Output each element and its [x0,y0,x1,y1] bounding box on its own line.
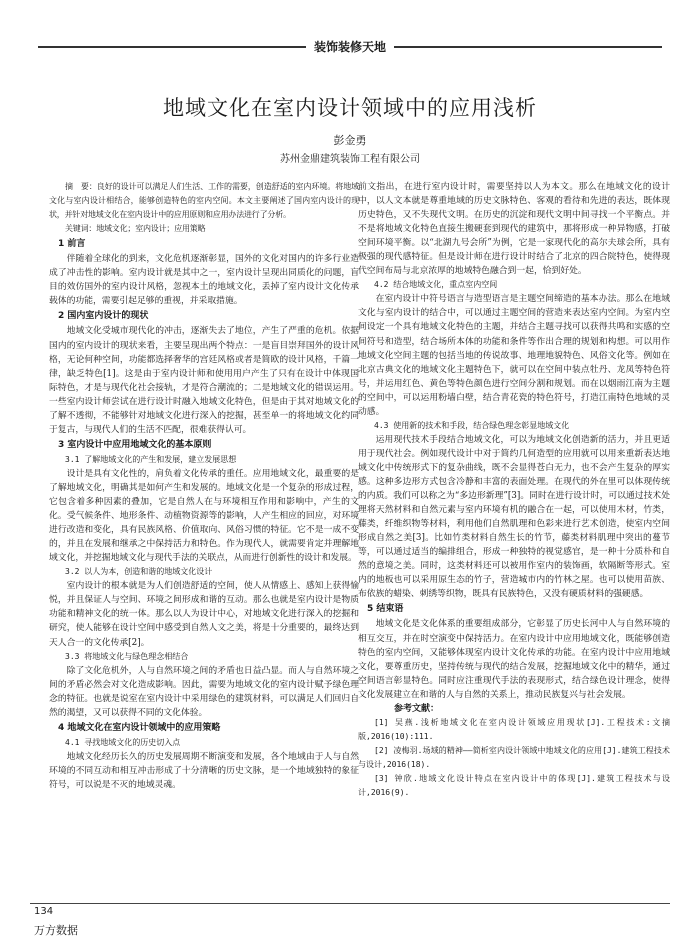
reference-item: [1] 吴燕.浅析地域文化在室内设计领域应用现状[J].工程技术:文摘版,2016(10):111. [358,717,670,741]
keywords: 关键词：地域文化；室内设计；应用策略 [65,224,206,234]
subheading-4-2: 4.2 结合地域文化，重点室内空间 [374,280,498,290]
para-status: 地域文化受城市现代化的冲击，逐渐失去了地位，产生了严重的危机。依据国内的室内设计的现状来看，主要呈现出两个特点：一是盲目崇拜国外的设计风格，无论何种空间，功能都选择奢华的宫廷风格或者是简欧的设计风格，千篇一律，缺乏特色[1]。这是由于室内设计师和使用用户产生了只有在设计中体现国际特色，才是与现代化社会接轨，才是符合潮流的；二是地域文化的错误运用。一些室内设计师尝试在进行设计时融入地域文化特色，但是由于其对地域文化的了解不透彻，不能够针对地域文化进行深入的挖掘，甚至单一的将地域文化约同于复古，与现代人们的生活不匹配，很难获得认可。 [49,326,359,435]
section-label: 装饰装修天地 [306,40,394,54]
subheading-4-1: 4.1 寻找地域文化的历史切入点 [65,737,181,747]
para-4-2: 在室内设计中符号语言与造型语言是主题空间缔造的基本办法。那么在地域文化与室内设计的结合中，可以通过主题空间的营造来表达室内空间。为室内空间设定一个具有地域文化特色的主题，并结合主题寻找可以获得共鸣和实感的空间符号和造型，结合场所本体的功能和条件等作出合理的规划和构想。可以用作地域文化空间主题的包括当地的传说故事、地理地貌特色、风俗文化等。例如在北京古典文化的地域文化主题特色下，就可以在空间中装点牡丹、龙凤等特色符号，并运用红色、黄色等特色颜色进行空间分割和规划。而在以烟雨江南为主题的空间中，可以运用粉墙白壁，结合青花瓷的特色符号，打造江南特色地域的灵动感。 [358,294,670,417]
subheading-4-3: 4.3 使用新的技术和手段，结合绿色理念彰显地域文化 [374,420,570,430]
para-3-2: 室内设计的根本就是为人们创造舒适的空间，使人从情感上、感知上获得愉悦，并且保证人与空间、环境之间形成和谐的互动。那么也就是室内设计是物质功能和精神文化的统一体。那么以人为设计中心，对地域文化进行深入的挖掘和研究，使人能够在设计空间中感受到自然人文之美，将是十分重要的，最终达到天人合一的文化传承[2]。 [49,581,359,648]
left-column [49,180,359,792]
footer-rule [30,903,670,904]
references-title: 参考文献： [394,703,440,714]
subheading-3-2: 3.2 以人为本，创造和谐的地域文化设计 [65,567,213,577]
subheading-3-3: 3.3 将地域文化与绿色理念相结合 [65,651,189,661]
section-header [0,38,700,55]
para-4-1-cont: 前文指出，在进行室内设计时，需要坚持以人为本文。那么在地域文化的设计中，以人文本就是尊重地域的历史文脉特色、客观的看待和先进的表达，既体现历史特色，又不失现代文明。在历史的沉淀和现代文明中间寻找一个平衡点。并不是将地域文化特色直接生搬硬套到现代的建筑中，那将形成一种异物感，打破空间环境平衡。以“北湖九号会所”为例，它是一家现代化的高尔夫球会所，具有极强的现代感特征。但是设计师在进行设计时结合了北京的四合院特色，使得现代空间布局与北京浓厚的地域特色融合到一起，恰到好处。 [358,182,670,277]
para-3-3: 除了文化危机外，人与自然环境之间的矛盾也日益凸显。而人与自然环境之间的矛盾必然会对文化造成影响。因此，需要为地域文化的室内设计赋予绿色理念的特征。也就是说室在室内设计中采用绿色的建筑材料，可以满足人们回归自然的渴望，又可以获得不同的文化体验。 [49,665,359,718]
footer-brand: 万方数据 [34,924,78,937]
article-author: 彭金勇 [333,134,367,147]
heading-intro: 1 前言 [58,239,86,250]
para-4-1: 地域文化经历长久的历史发展周期不断演变和发展，各个地域由于人与自然环境的不同互动和相互冲击形成了十分清晰的历史文脉，是一个地域独特的象征符号，可以说是不灭的地域灵魂。 [49,751,359,790]
page-number: 134 [34,906,54,917]
para-intro: 伴随着全球化的到来，文化危机逐渐彰显，国外的文化对国内的许多行业造成了冲击性的影响。室内设计就是其中之一，室内设计呈现出同质化的问题，盲目的效仿国外的室内设计风格，忽视本土的地域文化，丢掉了室内设计文化传承载体的功能，需要引起足够的重视，并采取措施。 [49,254,359,307]
para-4-3: 运用现代技术手段结合地域文化，可以为地域文化创造新的活力，并且更适用于现代社会。例如现代设计中对于简约几何造型的应用就可以用来重新表达地域文化中传统形式下的复杂曲线，既不会显得苍白无力，也不会产生复杂的厚实感。这种多边形方式包含冷静和丰富的表面处理。在现代的外在里可以体现传统的内质。我们可以称之为“多边形新理”[3]。同时在进行设计时，可以通过技术处理将天然材料和自然元素与室内环境有机的融合在一起，可以使用木材，竹类，藤类，纤维织物等材料，利用他们自然肌理和色彩来进行艺术创造，使室内空间形成自然之美[3]。比如竹类材料自然生长的竹节，藤类材料肌理中突出的蔓节等，可以通过适当的编排组合，形成一种独特的视觉感官，是一种十分质朴和自然的意境之美。同时，这类材料还可以被用作室内的装饰画，软隔断等形式。室内的地板也可以采用原生态的竹子，营造城市内的竹林之屋。也可以使用苗族、布依族的蜡染、刺绣等织物，既具有民族特色，又没有硬质材料的强硬感。 [358,434,670,600]
reference-item: [2] 凌梅羽.场域的精神——简析室内设计领域中地域文化的应用[J].建筑工程技术与设计,2016(18). [358,745,670,769]
subheading-3-1: 3.1 了解地域文化的产生和发展，建立发展思想 [65,454,237,464]
heading-strategies: 4 地域文化在室内设计领域中的应用策略 [58,722,221,733]
para-3-1: 设计是具有文化性的，肩负着文化传承的重任。应用地域文化，最重要的是了解地域文化，明确其是如何产生和发展的。地域文化是一个复杂的形成过程，它包含着多种因素的叠加，它是自然人在与环境相互作用和影响中，产生的文化。受气候条件、地形条件、动植物资源等的影响，人产生相应的回应，对环境进行改造和变化，具有民族风格、价值取向、风俗习惯的特征。它不是一成不变的，并且在发展和继承之中保持活力和特色。作为现代人，就需要肯定并理解地域文化，并挖掘地域文化与现代手法的关联点，从而进行创新性的设计和发展。 [49,468,359,564]
right-column [358,180,670,800]
article-title: 地域文化在室内设计领域中的应用浅析 [163,96,537,120]
abstract: 摘 要：良好的设计可以满足人们生活、工作的需要，创造舒适的室内环境。将地域文化与室内设计相结合，能够创造特色的室内空间。本文主要阐述了国内室内设计的现状，并针对地域文化在室内设计中的应用原则和应用办法进行了分析。 [49,182,359,220]
para-conclusion: 地域文化是文化体系的重要组成部分，它彰显了历史长河中人与自然环境的相互交互，并在时空演变中保持活力。在室内设计中应用地域文化，既能够创造特色的室内空间，又能够体现室内设计文化传承的功能。在室内设计中应用地域文化，要尊重历史，坚持传统与现代的结合发展，挖掘地域文化中的精华，通过空间语言彰显特色。同时应注重现代手法的表现形式，结合绿色设计理念，使得文化发展建立在和谐的人与自然的关系上，推动民族复兴与社会发展。 [358,619,670,700]
reference-item: [3] 钟欣.地域文化设计特点在室内设计中的体现[J].建筑工程技术与设计,2016(9). [358,773,670,798]
heading-conclusion: 5 结束语 [367,604,404,615]
article-affiliation: 苏州金鼎建筑装饰工程有限公司 [280,154,420,165]
heading-principles: 3 室内设计中应用地域文化的基本原则 [58,439,212,450]
heading-status: 2 国内室内设计的现状 [58,311,149,322]
